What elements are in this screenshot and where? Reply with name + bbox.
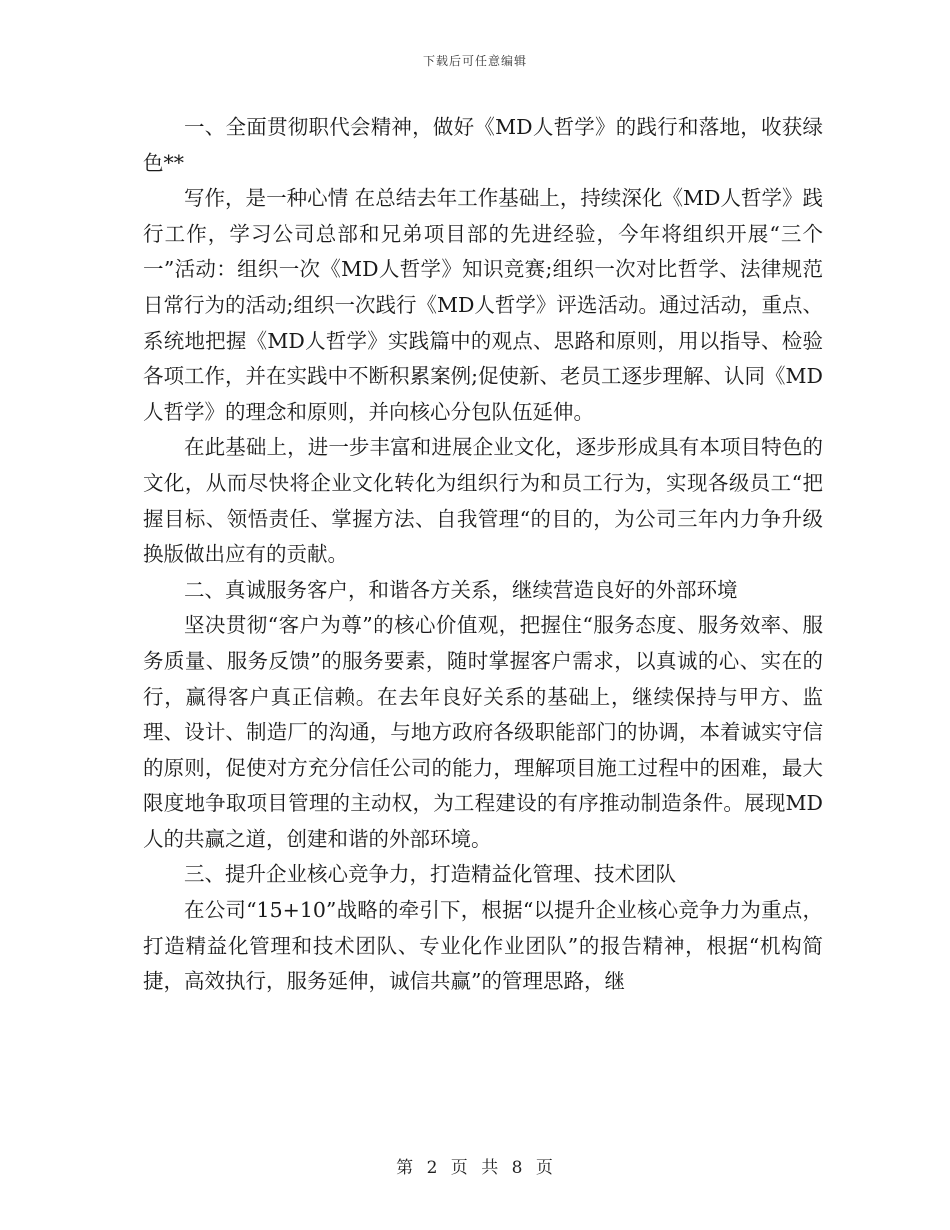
section-heading-2: 二、真诚服务客户，和谐各方关系，继续营造良好的外部环境 [184, 577, 738, 602]
paragraph-3: 坚决贯彻“客户为尊”的核心价值观，把握住“服务态度、服务效率、服务质量、服务反馈”的服务要素，随时掌握客户需求，以真诚的心、实在的行，赢得客户真正信赖。在去年良好关系的基础上，继续保持与甲方、监理、设计、制造厂的沟通，与地方政府各级职能部门的协调，本着诚实守信的原则，促使对方充分信任公司的能力，理解项目施工过程中的困难，最大限度地争取项目管理的主动权，为工程建设的有序推动制造条件。展现MD人的共赢之道，创建和谐的外部环境。 [143, 613, 823, 851]
header-note: 下载后可任意编辑 [422, 54, 527, 68]
paragraph-4: 在公司“15+10”战略的牵引下，根据“以提升企业核心竞争力为重点，打造精益化管理和技术团队、专业化作业团队”的报告精神，根据“机构简捷，高效执行，服务延伸，诚信共赢”的管理思路，继 [143, 898, 823, 994]
paragraph-1: 写作，是一种心情 在总结去年工作基础上，持续深化《MD人哲学》践行工作，学习公司总部和兄弟项目部的先进经验，今年将组织开展“三个一”活动：组织一次《MD人哲学》知识竞赛;组织一次对比哲学、法律规范日常行为的活动;组织一次践行《MD人哲学》评选活动。通过活动，重点、系统地把握《MD人哲学》实践篇中的观点、思路和原则，用以指导、检验各项工作，并在实践中不断积累案例;促使新、老员工逐步理解、认同《MD人哲学》的理念和原则，并向核心分包队伍延伸。 [143, 186, 823, 424]
paragraph-2: 在此基础上，进一步丰富和进展企业文化，逐步形成具有本项目特色的文化，从而尽快将企业文化转化为组织行为和员工行为，实现各级员工“把握目标、领悟责任、掌握方法、自我管理“的目的，为公司三年内力争升级换版做出应有的贡献。 [143, 435, 823, 567]
document-body [143, 110, 823, 1000]
section-heading-1: 一、全面贯彻职代会精神，做好《MD人哲学》的践行和落地，收获绿色** [143, 115, 823, 175]
page-footer: 第 2 页 共 8 页 [396, 1158, 554, 1178]
section-heading-3: 三、提升企业核心竞争力，打造精益化管理、技术团队 [184, 862, 676, 887]
